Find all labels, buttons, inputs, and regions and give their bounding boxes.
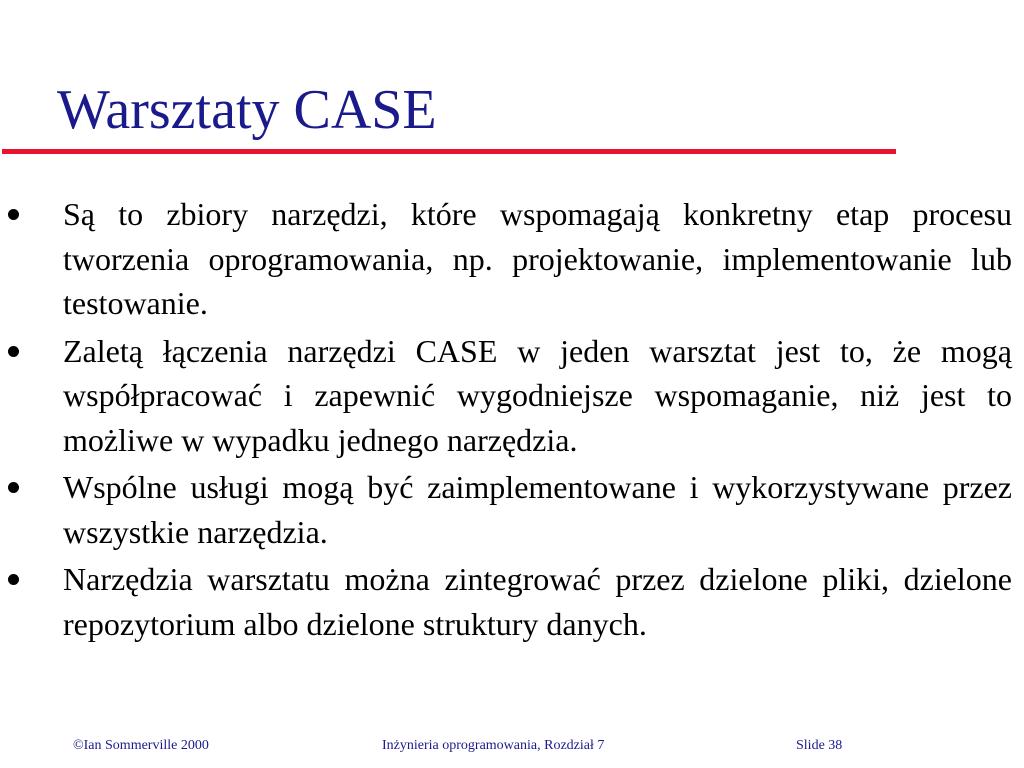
bullet-dot-icon [8, 209, 19, 220]
bullet-item [0, 329, 1024, 463]
title-underline [2, 149, 896, 154]
bullet-text: Zaletą łączenia narzędzi CASE w jeden warsztat jest to, że mogą współpracować i zapewnić wygodniejsze wspomaganie, niż jest to możliwe w wypadku jednego narzędzia. [63, 332, 1012, 458]
footer-copyright: ©Ian Sommerville 2000 [73, 738, 209, 753]
slide-title: Warsztaty CASE [57, 79, 437, 141]
bullet-dot-icon [8, 482, 19, 493]
bullet-list [0, 192, 1024, 649]
footer-course-title: Inżynieria oprogramowania, Rozdział 7 [382, 738, 605, 753]
bullet-text: Narzędzia warsztatu można zintegrować przez dzielone pliki, dzielone repozytorium albo dzielone struktury danych. [63, 561, 1012, 642]
bullet-text: Są to zbiory narzędzi, które wspomagają konkretny etap procesu tworzenia oprogramowania, np. projektowanie, implementowanie lub testowanie. [63, 196, 1012, 321]
bullet-dot-icon [8, 346, 19, 357]
bullet-item [0, 557, 1024, 646]
bullet-item [0, 465, 1024, 554]
bullet-text: Wspólne usługi mogą być zaimplementowane i wykorzystywane przez wszystkie narzędzia. [63, 469, 1012, 550]
bullet-item [0, 192, 1024, 326]
bullet-dot-icon [8, 574, 19, 585]
footer-slide-number: Slide 38 [796, 738, 843, 753]
